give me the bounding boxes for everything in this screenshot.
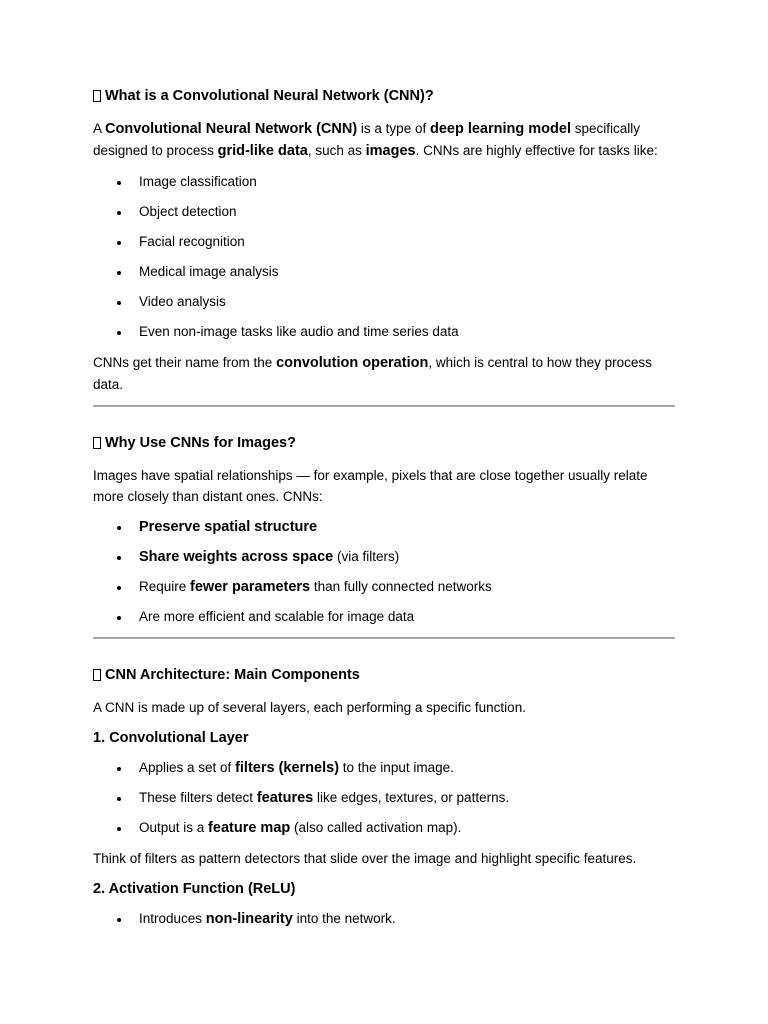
outro-paragraph: CNNs get their name from the convolution operation, which is central to how they process data. <box>93 355 652 392</box>
intro-paragraph: A Convolutional Neural Network (CNN) is a type of deep learning model specifically designed to process grid-like data, such as images. CNNs are highly effective for tasks like: <box>93 121 658 159</box>
activation-list <box>93 909 675 929</box>
list-item: Preserve spatial structure <box>93 517 675 537</box>
section-heading-architecture: CNN Architecture: Main Components <box>93 665 675 685</box>
list-item: Are more efficient and scalable for image data <box>93 607 675 627</box>
missing-glyph-icon <box>93 669 101 681</box>
list-item: Introduces non-linearity into the network. <box>93 909 675 929</box>
missing-glyph-icon <box>93 437 101 449</box>
list-item: Object detection <box>93 202 675 222</box>
conv-layer-list <box>93 758 675 838</box>
list-item: Image classification <box>93 172 675 192</box>
list-item: Facial recognition <box>93 232 675 252</box>
list-item: Even non-image tasks like audio and time series data <box>93 322 675 342</box>
architecture-intro-paragraph: A CNN is made up of several layers, each performing a specific function. <box>93 700 526 715</box>
filters-note-paragraph: Think of filters as pattern detectors that slide over the image and highlight specific features. <box>93 851 637 866</box>
subheading-activation-function: 2. Activation Function (ReLU) <box>93 881 296 897</box>
section-heading-what-is-cnn: What is a Convolutional Neural Network (CNN)? <box>93 86 675 106</box>
list-item: Video analysis <box>93 292 675 312</box>
section-heading-why-cnn: Why Use CNNs for Images? <box>93 433 675 453</box>
task-list <box>93 172 675 342</box>
section-divider <box>93 405 675 407</box>
missing-glyph-icon <box>93 90 101 102</box>
why-intro-paragraph: Images have spatial relationships — for example, pixels that are close together usually relate more closely than distant ones. CNNs: <box>93 468 648 504</box>
list-item: Output is a feature map (also called activation map). <box>93 818 675 838</box>
list-item: These filters detect features like edges, textures, or patterns. <box>93 788 675 808</box>
benefit-list <box>93 517 675 627</box>
subheading-convolutional-layer: 1. Convolutional Layer <box>93 730 249 746</box>
list-item: Share weights across space (via filters) <box>93 547 675 567</box>
list-item: Medical image analysis <box>93 262 675 282</box>
list-item: Applies a set of filters (kernels) to the input image. <box>93 758 675 778</box>
section-divider <box>93 637 675 639</box>
document-content <box>93 86 675 939</box>
list-item: Require fewer parameters than fully connected networks <box>93 577 675 597</box>
